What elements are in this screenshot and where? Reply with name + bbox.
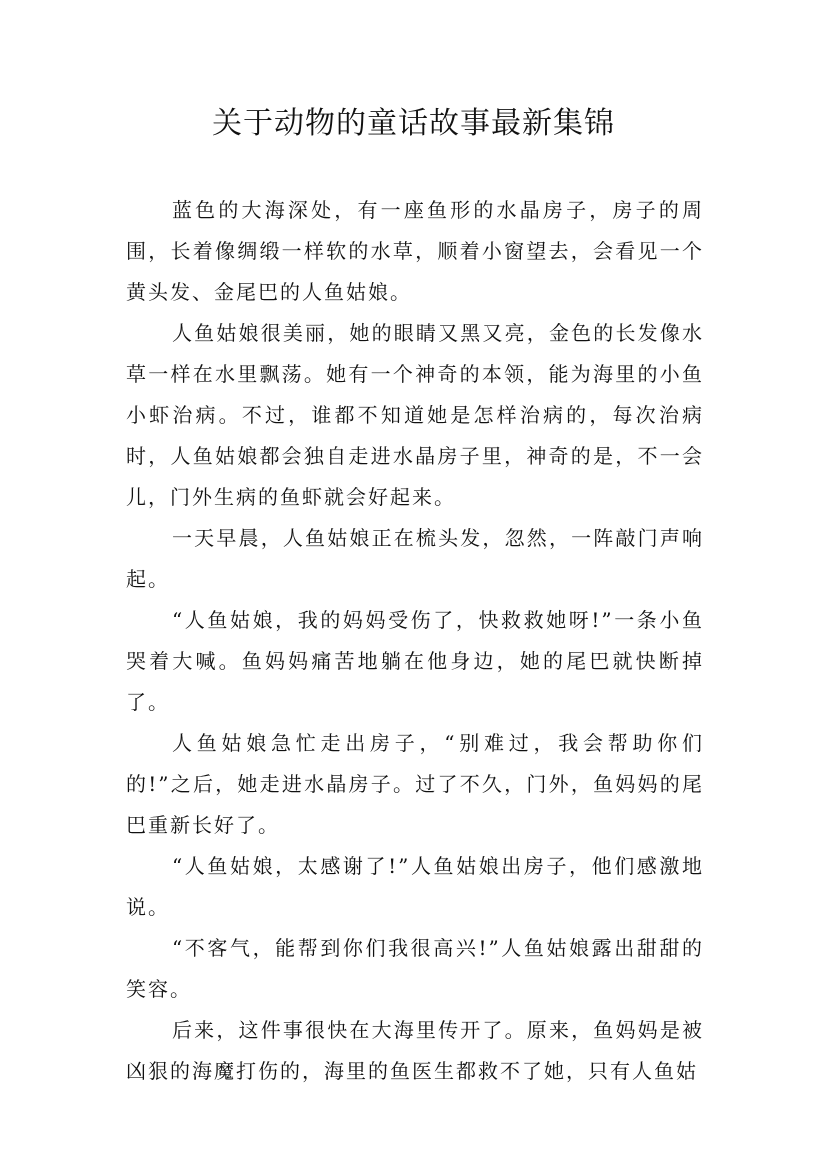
paragraph: “人鱼姑娘，我的妈妈受伤了，快救救她呀!”一条小鱼哭着大喊。鱼妈妈痛苦地躺在他身边，她的尾巴就快断掉了。 xyxy=(126,608,704,714)
document-title: 关于动物的童话故事最新集锦 xyxy=(212,106,615,141)
paragraph: 人鱼姑娘急忙走出房子，“别难过，我会帮助你们的!”之后，她走进水晶房子。过了不久，门外，鱼妈妈的尾巴重新长好了。 xyxy=(126,731,704,837)
paragraph: “不客气，能帮到你们我很高兴!”人鱼姑娘露出甜甜的笑容。 xyxy=(126,936,704,1001)
paragraph: 一天早晨，人鱼姑娘正在梳头发，忽然，一阵敲门声响起。 xyxy=(126,526,704,591)
document-body xyxy=(126,190,704,1092)
paragraph: “人鱼姑娘，太感谢了!”人鱼姑娘出房子，他们感激地说。 xyxy=(126,854,704,919)
paragraph: 蓝色的大海深处，有一座鱼形的水晶房子，房子的周围，长着像绸缎一样软的水草，顺着小窗望去，会看见一个黄头发、金尾巴的人鱼姑娘。 xyxy=(126,198,704,304)
paragraph: 人鱼姑娘很美丽，她的眼睛又黑又亮，金色的长发像水草一样在水里飘荡。她有一个神奇的本领，能为海里的小鱼小虾治病。不过，谁都不知道她是怎样治病的，每次治病时，人鱼姑娘都会独自走进水晶房子里，神奇的是，不一会儿，门外生病的鱼虾就会好起来。 xyxy=(126,321,704,509)
paragraph: 后来，这件事很快在大海里传开了。原来，鱼妈妈是被凶狠的海魔打伤的，海里的鱼医生都救不了她，只有人鱼姑 xyxy=(126,1018,704,1083)
